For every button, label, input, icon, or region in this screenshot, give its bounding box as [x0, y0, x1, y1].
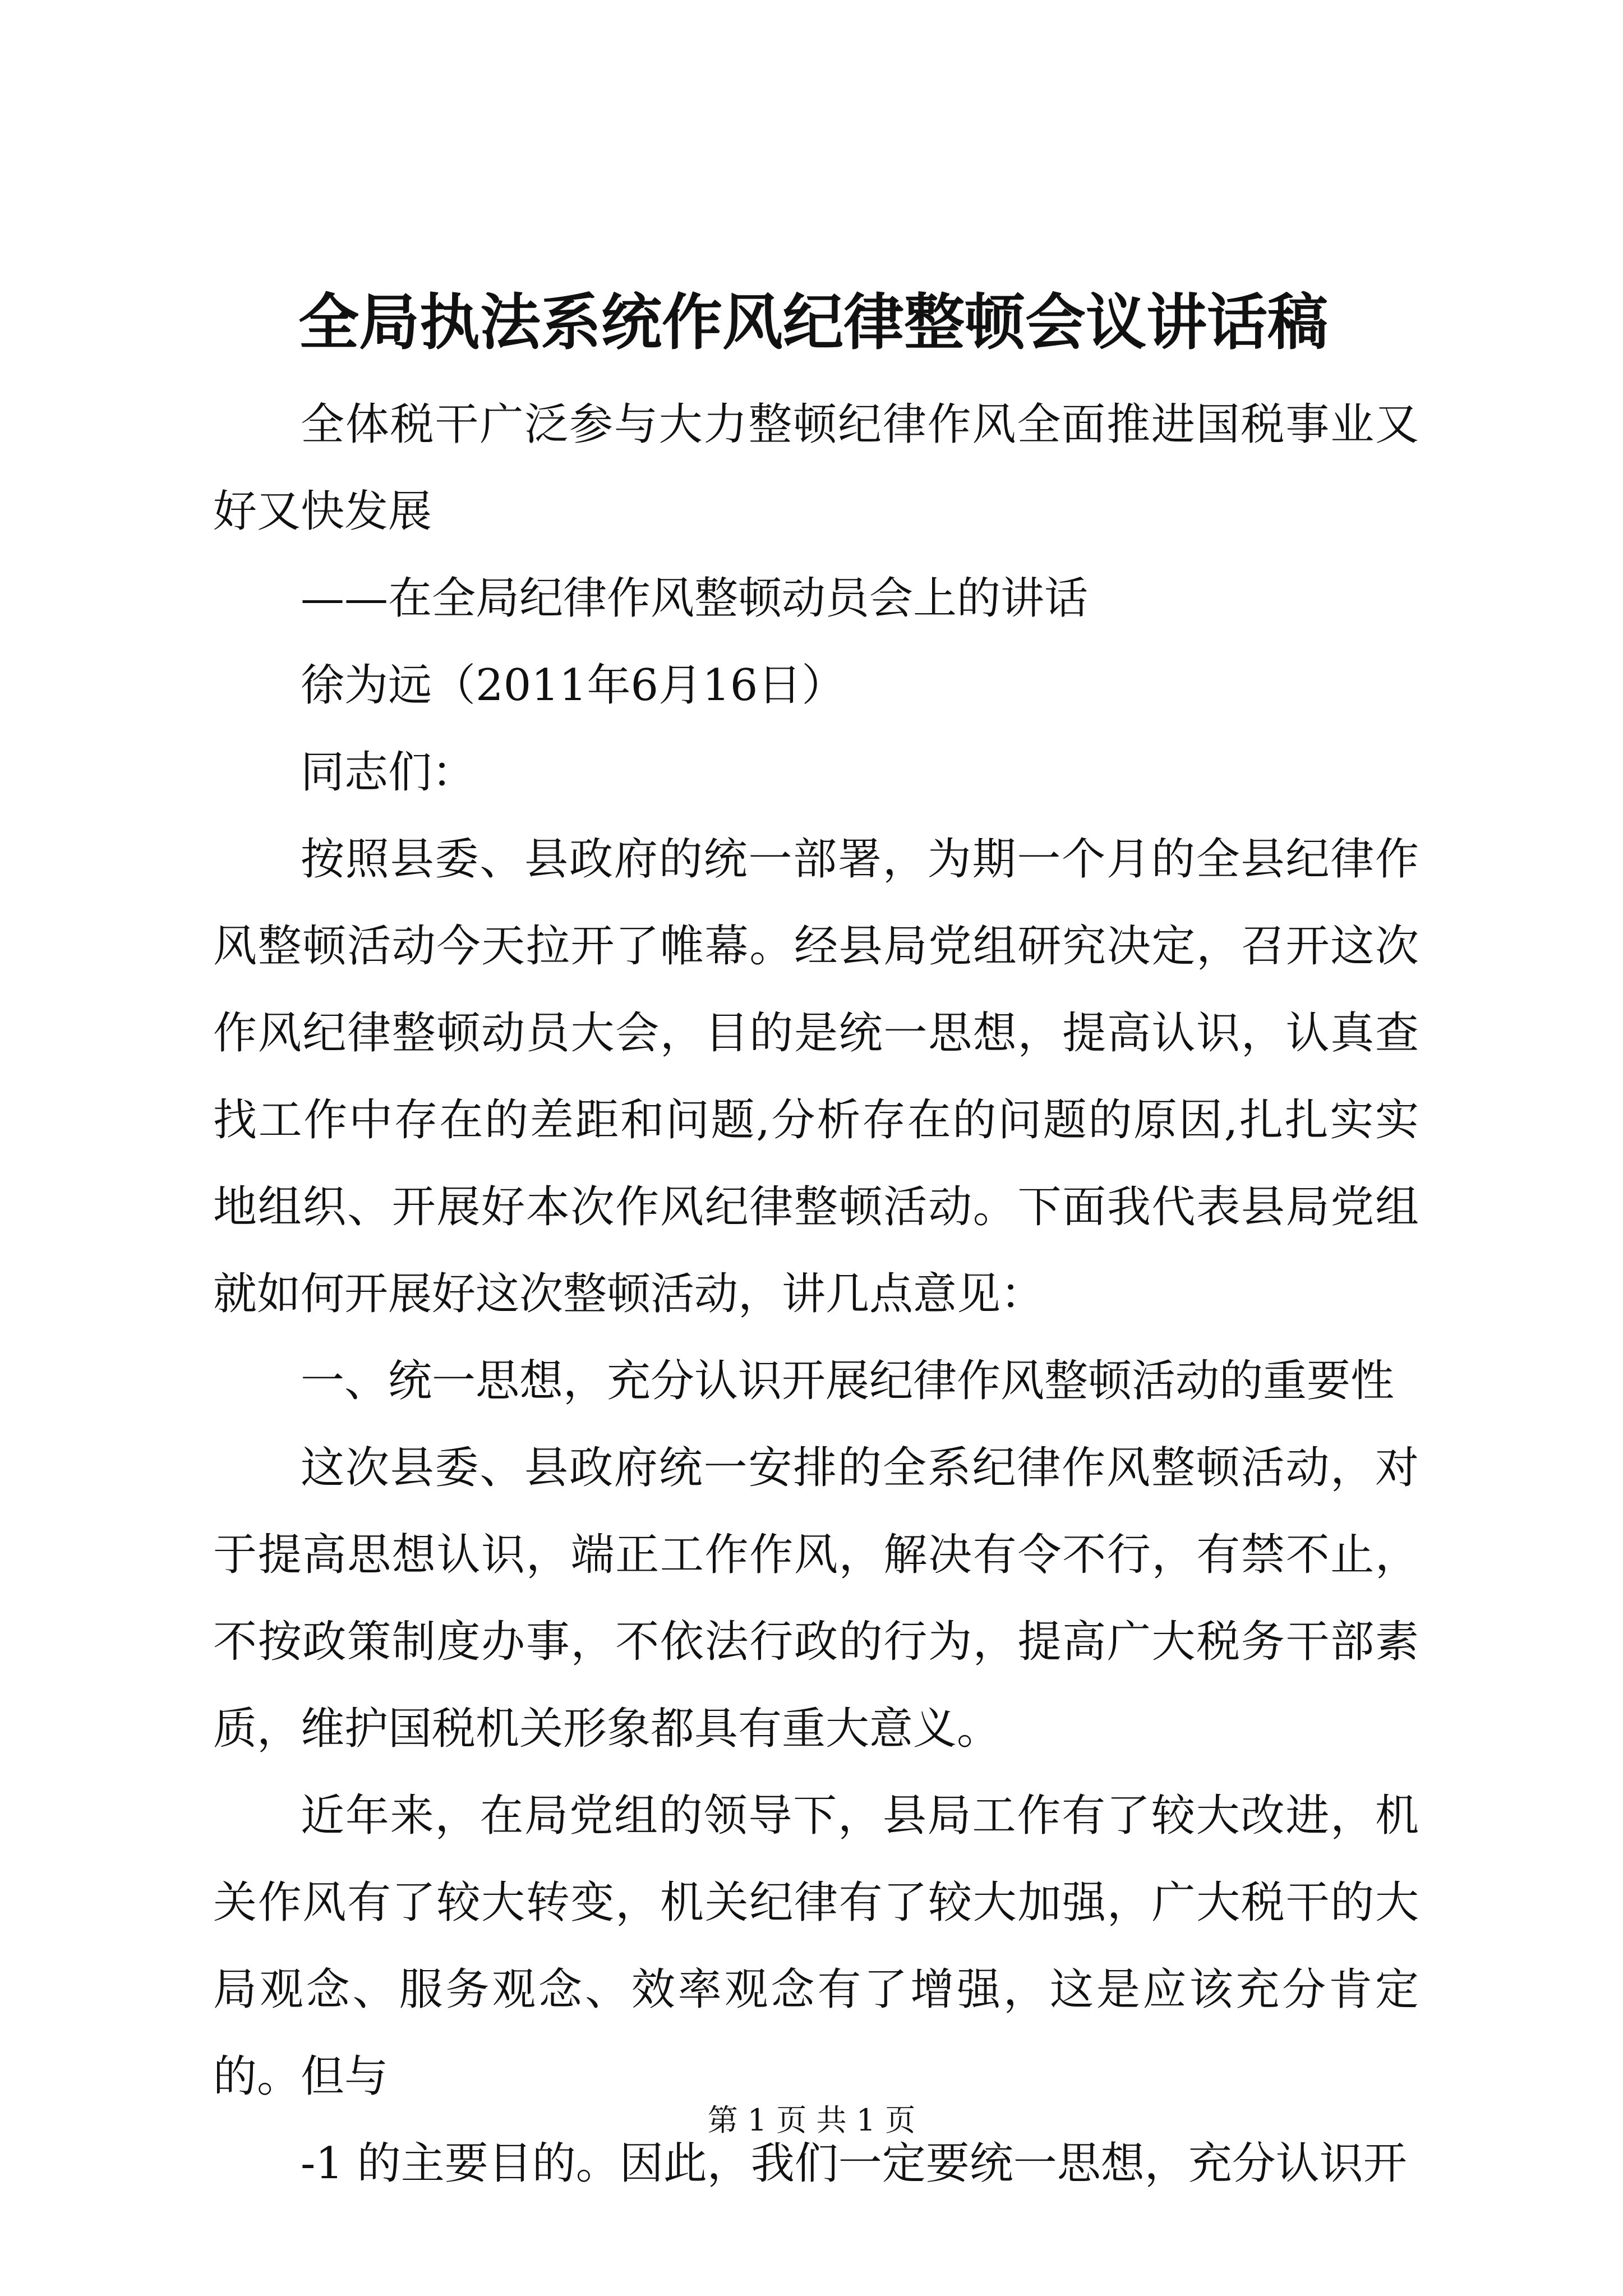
page-footer: 第 1 页 共 1 页: [707, 2102, 916, 2138]
paragraph-significance: 这次县委、县政府统一安排的全系纪律作风整顿活动，对于提高思想认识，端正工作作风，解决有令不行，有禁不止，不按政策制度办事，不依法行政的行为，提高广大税务干部素质，维护国税机关形象都具有重大意义。: [213, 1443, 1419, 1754]
paragraph-salutation: 同志们：: [301, 747, 476, 798]
paragraph-occasion: ——在全局纪律作风整顿动员会上的讲话: [301, 573, 1089, 624]
section-heading-1: 一、统一思想，充分认识开展纪律作风整顿活动的重要性: [301, 1356, 1395, 1406]
paragraph-subtitle: 全体税干广泛参与大力整顿纪律作风全面推进国税事业又好又快发展: [213, 399, 1419, 537]
paragraph-speaker-date: 徐为远（2011年6月16日）: [301, 660, 846, 711]
document-title: 全局执法系统作风纪律整顿会议讲话稿: [298, 287, 1328, 358]
paragraph-introduction: 按照县委、县政府的统一部署，为期一个月的全县纪律作风整顿活动今天拉开了帷幕。经县局党组研究决定，召开这次作风纪律整顿动员大会，目的是统一思想，提高认识，认真查找工作中存在的差距和问题,分析存在的问题的原因,扎扎实实地组织、开展好本次作风纪律整顿活动。下面我代表县局党组就如何开展好这次整顿活动，讲几点意见：: [213, 834, 1419, 1319]
paragraph-fragment: -1 的主要目的。因此，我们一定要统一思想，充分认识开: [301, 2138, 1407, 2189]
document-body: [213, 381, 1419, 2207]
paragraph-recent-years: 近年来，在局党组的领导下，县局工作有了较大改进，机关作风有了较大转变，机关纪律有了较大加强，广大税干的大局观念、服务观念、效率观念有了增强，这是应该充分肯定的。但与: [213, 1791, 1419, 2102]
